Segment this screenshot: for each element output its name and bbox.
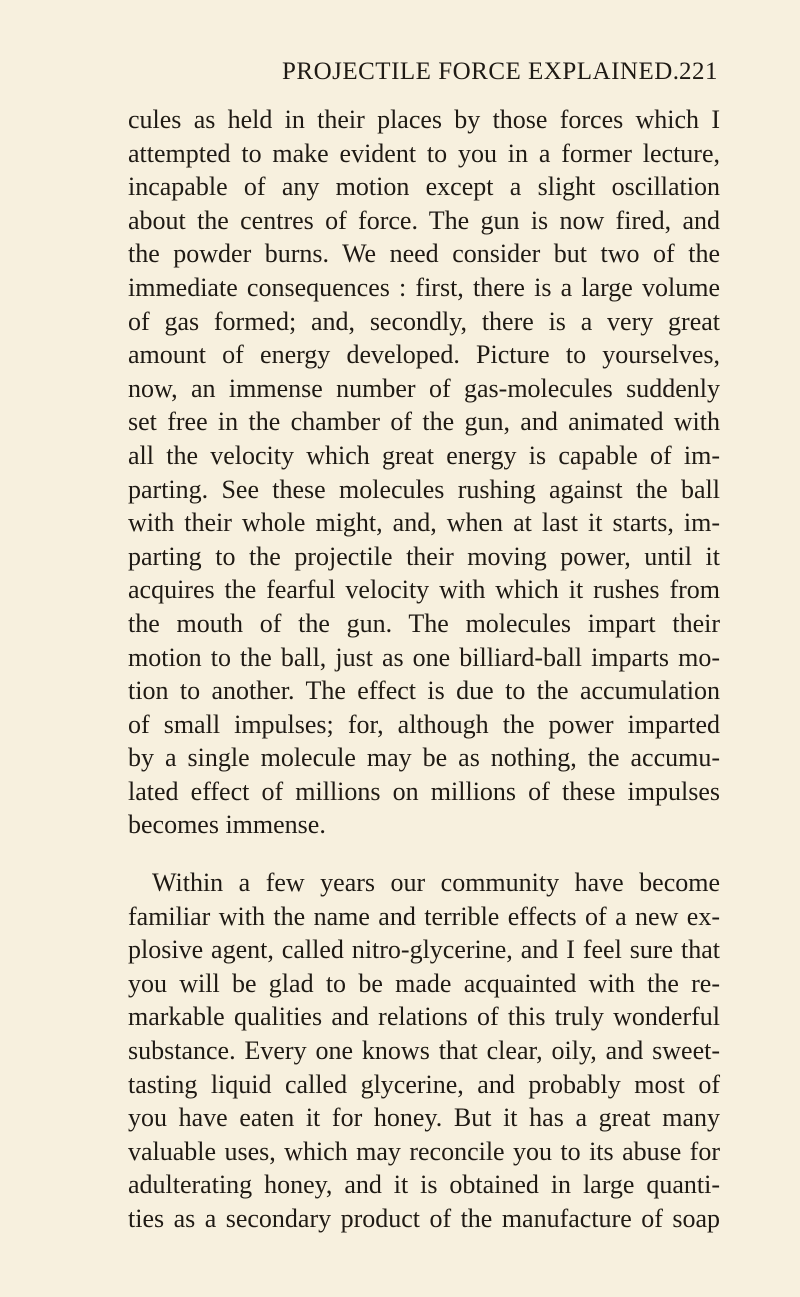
- text-line: by a single molecule may be as nothing, the accumu-: [128, 743, 720, 773]
- text-line: now, an immense number of gas-molecules suddenly: [128, 373, 720, 403]
- running-header: [282, 56, 718, 88]
- paragraph-2: [128, 866, 720, 1236]
- text-line: acquires the fearful velocity with which it rushes from: [128, 575, 720, 605]
- text-line: parting to the projectile their moving power, until it: [128, 541, 720, 571]
- text-line: immediate consequences : first, there is a large volume: [128, 272, 720, 302]
- text-line: valuable uses, which may reconcile you to its abuse for: [128, 1136, 720, 1166]
- text-line: ties as a secondary product of the manufacture of soap: [128, 1204, 720, 1233]
- text-line: tasting liquid called glycerine, and probably most of: [128, 1069, 720, 1099]
- text-line: tion to another. The effect is due to the accumulation: [128, 676, 720, 706]
- running-title: PROJECTILE FORCE EXPLAINED.: [282, 58, 680, 85]
- text-line: all the velocity which great energy is capable of im-: [128, 440, 720, 470]
- text-line: substance. Every one knows that clear, oily, and sweet-: [128, 1036, 720, 1066]
- text-line: Within a few years our community have become: [152, 868, 720, 898]
- text-line: about the centres of force. The gun is now fired, and: [128, 205, 720, 235]
- page-number: 221: [679, 58, 718, 85]
- text-line: set free in the chamber of the gun, and animated with: [128, 407, 720, 437]
- text-line: lated effect of millions on millions of these impulses: [128, 776, 720, 806]
- text-line: parting. See these molecules rushing against the ball: [128, 474, 720, 504]
- text-line: cules as held in their places by those forces which I: [128, 105, 720, 134]
- text-line: you will be glad to be made acquainted with the re-: [128, 968, 720, 998]
- text-line: attempted to make evident to you in a former lecture,: [128, 138, 720, 168]
- text-line: amount of energy developed. Picture to yourselves,: [128, 340, 720, 370]
- text-line: familiar with the name and terrible effects of a new ex-: [128, 901, 720, 931]
- text-line: the mouth of the gun. The molecules impart their: [128, 608, 720, 638]
- text-line: becomes immense.: [128, 810, 326, 840]
- text-line: of small impulses; for, although the power imparted: [128, 709, 720, 739]
- paragraph-spacer: [128, 842, 720, 866]
- text-line: adulterating honey, and it is obtained in large quanti-: [128, 1170, 720, 1200]
- text-line: of gas formed; and, secondly, there is a very great: [128, 306, 720, 336]
- text-line: plosive agent, called nitro-glycerine, and I feel sure that: [128, 935, 720, 965]
- text-line: motion to the ball, just as one billiard-ball imparts mo-: [128, 642, 720, 672]
- text-line: markable qualities and relations of this truly wonderful: [128, 1002, 720, 1032]
- body-text: [128, 103, 720, 1236]
- text-line: you have eaten it for honey. But it has a great many: [128, 1103, 720, 1133]
- text-line: with their whole might, and, when at last it starts, im-: [128, 508, 720, 538]
- paragraph-1: [128, 103, 720, 842]
- text-line: the powder burns. We need consider but two of the: [128, 239, 720, 269]
- text-line: incapable of any motion except a slight oscillation: [128, 172, 720, 202]
